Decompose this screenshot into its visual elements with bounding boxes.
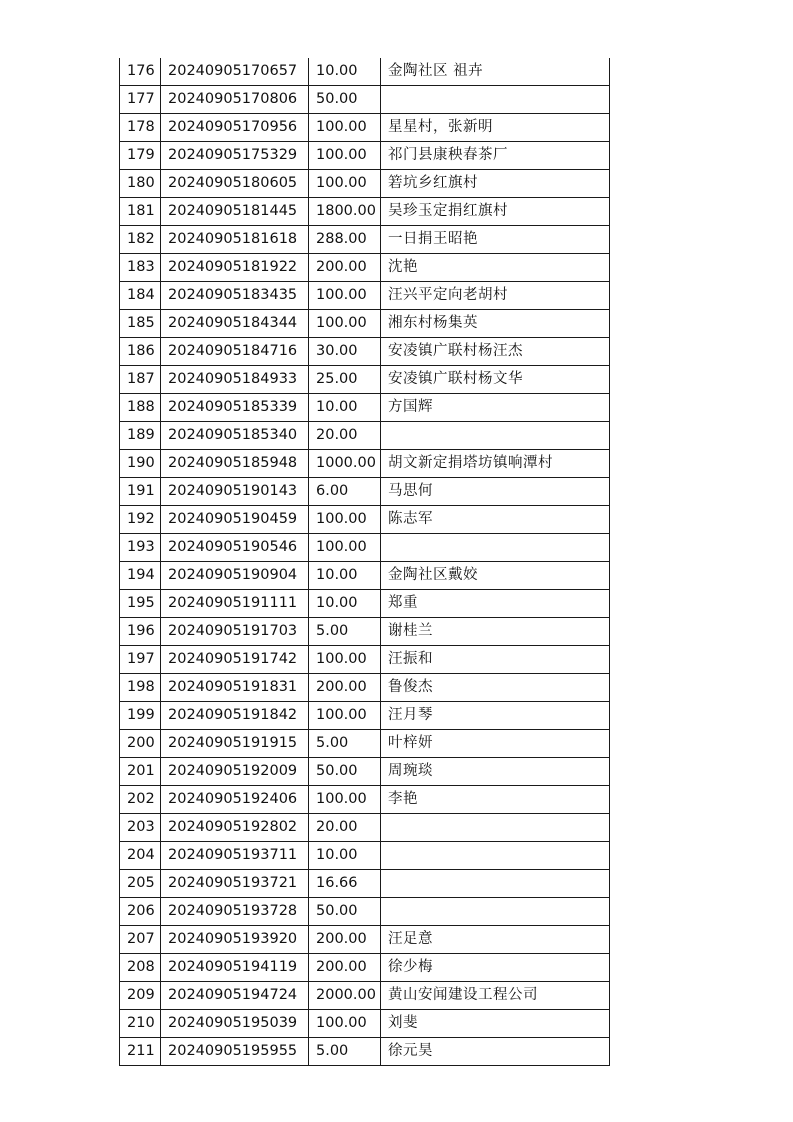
transaction-id: 20240905191915 — [161, 730, 309, 758]
amount: 200.00 — [309, 254, 381, 282]
amount: 100.00 — [309, 534, 381, 562]
transaction-id: 20240905194119 — [161, 954, 309, 982]
table-row — [120, 254, 610, 282]
donor-name: 周琬琰 — [381, 758, 610, 786]
amount: 1800.00 — [309, 198, 381, 226]
table-row — [120, 814, 610, 842]
row-number: 193 — [120, 534, 161, 562]
table-row — [120, 618, 610, 646]
row-number: 208 — [120, 954, 161, 982]
table-row — [120, 450, 610, 478]
transaction-id: 20240905170956 — [161, 114, 309, 142]
transaction-id: 20240905191703 — [161, 618, 309, 646]
table-row — [120, 170, 610, 198]
row-number: 203 — [120, 814, 161, 842]
table-row — [120, 870, 610, 898]
amount: 16.66 — [309, 870, 381, 898]
row-number: 200 — [120, 730, 161, 758]
row-number: 207 — [120, 926, 161, 954]
amount: 100.00 — [309, 142, 381, 170]
amount: 100.00 — [309, 1010, 381, 1038]
amount: 10.00 — [309, 562, 381, 590]
row-number: 188 — [120, 394, 161, 422]
amount: 30.00 — [309, 338, 381, 366]
transaction-id: 20240905192802 — [161, 814, 309, 842]
donor-name: 安凌镇广联村杨文华 — [381, 366, 610, 394]
donor-name: 湘东村杨集英 — [381, 310, 610, 338]
row-number: 183 — [120, 254, 161, 282]
amount: 20.00 — [309, 422, 381, 450]
donor-name: 金陶社区 祖卉 — [381, 58, 610, 86]
row-number: 197 — [120, 646, 161, 674]
transaction-id: 20240905195039 — [161, 1010, 309, 1038]
amount: 200.00 — [309, 674, 381, 702]
donor-name: 鲁俊杰 — [381, 674, 610, 702]
donor-name — [381, 898, 610, 926]
row-number: 179 — [120, 142, 161, 170]
row-number: 205 — [120, 870, 161, 898]
donor-name — [381, 422, 610, 450]
transaction-id: 20240905195955 — [161, 1038, 309, 1066]
amount: 50.00 — [309, 758, 381, 786]
amount: 100.00 — [309, 282, 381, 310]
table-row — [120, 142, 610, 170]
amount: 25.00 — [309, 366, 381, 394]
transaction-id: 20240905193728 — [161, 898, 309, 926]
row-number: 191 — [120, 478, 161, 506]
donor-name: 刘斐 — [381, 1010, 610, 1038]
donor-name: 安凌镇广联村杨汪杰 — [381, 338, 610, 366]
transaction-id: 20240905181445 — [161, 198, 309, 226]
donation-table-body — [120, 58, 610, 1066]
table-row — [120, 982, 610, 1010]
donor-name: 徐元昊 — [381, 1038, 610, 1066]
row-number: 204 — [120, 842, 161, 870]
row-number: 185 — [120, 310, 161, 338]
table-row — [120, 506, 610, 534]
row-number: 210 — [120, 1010, 161, 1038]
transaction-id: 20240905170806 — [161, 86, 309, 114]
amount: 2000.00 — [309, 982, 381, 1010]
table-row — [120, 226, 610, 254]
transaction-id: 20240905170657 — [161, 58, 309, 86]
donor-name: 马思何 — [381, 478, 610, 506]
row-number: 202 — [120, 786, 161, 814]
donor-name: 汪月琴 — [381, 702, 610, 730]
transaction-id: 20240905190459 — [161, 506, 309, 534]
amount: 200.00 — [309, 926, 381, 954]
amount: 50.00 — [309, 86, 381, 114]
row-number: 182 — [120, 226, 161, 254]
row-number: 196 — [120, 618, 161, 646]
donor-name: 谢桂兰 — [381, 618, 610, 646]
row-number: 178 — [120, 114, 161, 142]
donor-name: 祁门县康秧春茶厂 — [381, 142, 610, 170]
table-row — [120, 562, 610, 590]
row-number: 186 — [120, 338, 161, 366]
table-row — [120, 898, 610, 926]
amount: 50.00 — [309, 898, 381, 926]
amount: 100.00 — [309, 310, 381, 338]
transaction-id: 20240905194724 — [161, 982, 309, 1010]
table-row — [120, 730, 610, 758]
transaction-id: 20240905181922 — [161, 254, 309, 282]
amount: 100.00 — [309, 646, 381, 674]
amount: 100.00 — [309, 702, 381, 730]
transaction-id: 20240905191842 — [161, 702, 309, 730]
donation-table — [119, 58, 610, 1066]
table-row — [120, 58, 610, 86]
table-row — [120, 338, 610, 366]
table-row — [120, 114, 610, 142]
transaction-id: 20240905190904 — [161, 562, 309, 590]
amount: 1000.00 — [309, 450, 381, 478]
row-number: 201 — [120, 758, 161, 786]
table-row — [120, 198, 610, 226]
transaction-id: 20240905192406 — [161, 786, 309, 814]
transaction-id: 20240905175329 — [161, 142, 309, 170]
transaction-id: 20240905184933 — [161, 366, 309, 394]
donor-name: 胡文新定捐塔坊镇响潭村 — [381, 450, 610, 478]
donor-name: 吴珍玉定捐红旗村 — [381, 198, 610, 226]
table-row — [120, 86, 610, 114]
amount: 5.00 — [309, 730, 381, 758]
amount: 5.00 — [309, 618, 381, 646]
transaction-id: 20240905193711 — [161, 842, 309, 870]
row-number: 177 — [120, 86, 161, 114]
table-row — [120, 310, 610, 338]
transaction-id: 20240905193920 — [161, 926, 309, 954]
row-number: 206 — [120, 898, 161, 926]
transaction-id: 20240905190546 — [161, 534, 309, 562]
row-number: 180 — [120, 170, 161, 198]
table-row — [120, 366, 610, 394]
transaction-id: 20240905191111 — [161, 590, 309, 618]
amount: 100.00 — [309, 170, 381, 198]
transaction-id: 20240905183435 — [161, 282, 309, 310]
table-row — [120, 842, 610, 870]
row-number: 211 — [120, 1038, 161, 1066]
table-row — [120, 674, 610, 702]
table-row — [120, 394, 610, 422]
donor-name: 汪振和 — [381, 646, 610, 674]
table-row — [120, 478, 610, 506]
amount: 100.00 — [309, 786, 381, 814]
table-row — [120, 786, 610, 814]
amount: 10.00 — [309, 842, 381, 870]
table-row — [120, 1038, 610, 1066]
row-number: 198 — [120, 674, 161, 702]
amount: 10.00 — [309, 394, 381, 422]
amount: 10.00 — [309, 590, 381, 618]
row-number: 176 — [120, 58, 161, 86]
transaction-id: 20240905190143 — [161, 478, 309, 506]
table-row — [120, 590, 610, 618]
row-number: 189 — [120, 422, 161, 450]
row-number: 187 — [120, 366, 161, 394]
donor-name — [381, 870, 610, 898]
donor-name: 徐少梅 — [381, 954, 610, 982]
table-row — [120, 534, 610, 562]
donor-name — [381, 86, 610, 114]
row-number: 184 — [120, 282, 161, 310]
transaction-id: 20240905193721 — [161, 870, 309, 898]
transaction-id: 20240905191742 — [161, 646, 309, 674]
row-number: 209 — [120, 982, 161, 1010]
transaction-id: 20240905185340 — [161, 422, 309, 450]
table-row — [120, 702, 610, 730]
donor-name: 星星村，张新明 — [381, 114, 610, 142]
amount: 200.00 — [309, 954, 381, 982]
donor-name: 箬坑乡红旗村 — [381, 170, 610, 198]
amount: 288.00 — [309, 226, 381, 254]
amount: 5.00 — [309, 1038, 381, 1066]
donor-name — [381, 534, 610, 562]
donor-name: 陈志军 — [381, 506, 610, 534]
table-row — [120, 646, 610, 674]
table-row — [120, 758, 610, 786]
donor-name: 李艳 — [381, 786, 610, 814]
table-row — [120, 926, 610, 954]
donor-name: 方国辉 — [381, 394, 610, 422]
donor-name: 汪足意 — [381, 926, 610, 954]
row-number: 195 — [120, 590, 161, 618]
transaction-id: 20240905192009 — [161, 758, 309, 786]
transaction-id: 20240905184716 — [161, 338, 309, 366]
row-number: 192 — [120, 506, 161, 534]
donor-name: 黄山安闻建设工程公司 — [381, 982, 610, 1010]
transaction-id: 20240905181618 — [161, 226, 309, 254]
donor-name: 叶梓妍 — [381, 730, 610, 758]
row-number: 199 — [120, 702, 161, 730]
amount: 6.00 — [309, 478, 381, 506]
amount: 20.00 — [309, 814, 381, 842]
transaction-id: 20240905185948 — [161, 450, 309, 478]
transaction-id: 20240905184344 — [161, 310, 309, 338]
row-number: 190 — [120, 450, 161, 478]
table-row — [120, 954, 610, 982]
donor-name: 一日捐王昭艳 — [381, 226, 610, 254]
donor-name: 汪兴平定向老胡村 — [381, 282, 610, 310]
donor-name: 郑重 — [381, 590, 610, 618]
amount: 100.00 — [309, 114, 381, 142]
transaction-id: 20240905180605 — [161, 170, 309, 198]
table-row — [120, 1010, 610, 1038]
transaction-id: 20240905185339 — [161, 394, 309, 422]
donor-name — [381, 814, 610, 842]
donor-name: 沈艳 — [381, 254, 610, 282]
transaction-id: 20240905191831 — [161, 674, 309, 702]
amount: 10.00 — [309, 58, 381, 86]
donor-name — [381, 842, 610, 870]
row-number: 181 — [120, 198, 161, 226]
row-number: 194 — [120, 562, 161, 590]
table-row — [120, 282, 610, 310]
table-row — [120, 422, 610, 450]
amount: 100.00 — [309, 506, 381, 534]
donor-name: 金陶社区戴姣 — [381, 562, 610, 590]
